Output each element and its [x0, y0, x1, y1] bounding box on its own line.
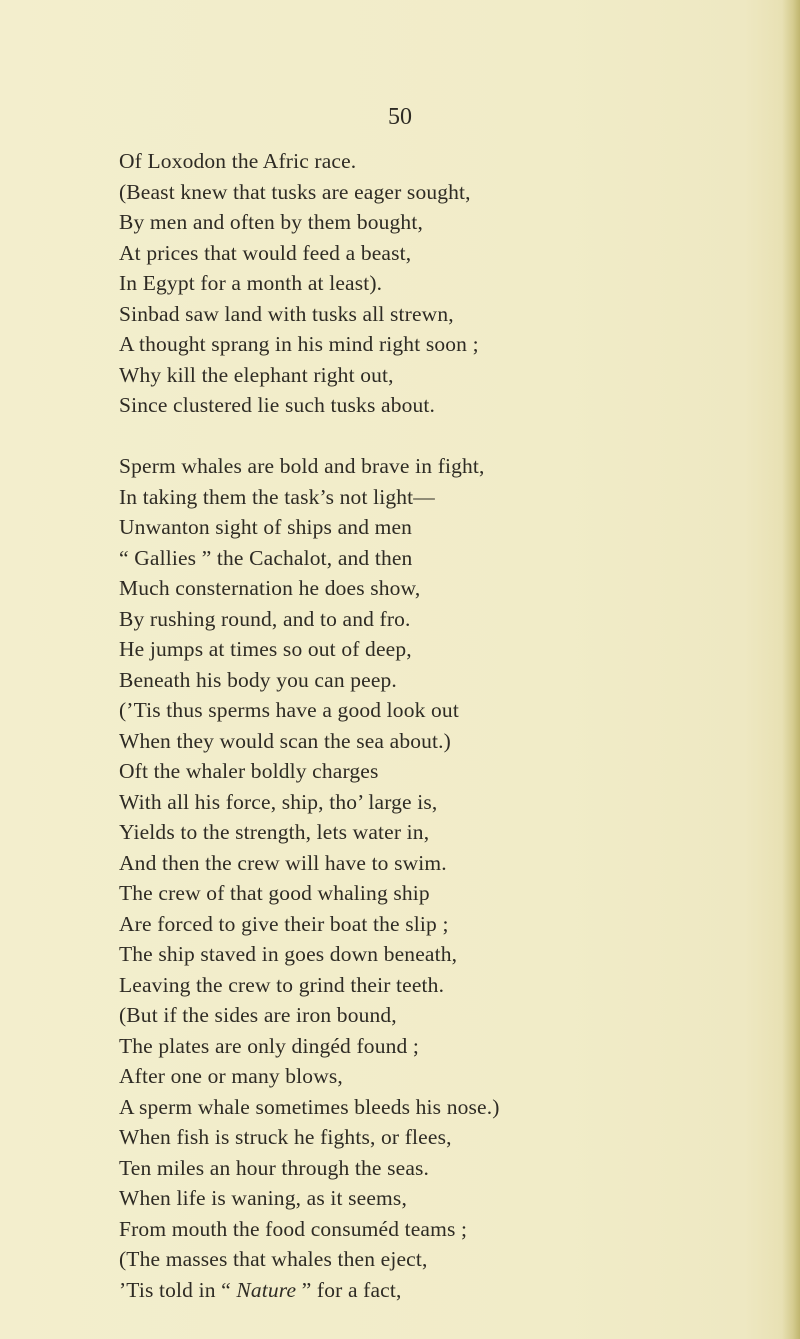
poem-line: In Egypt for a month at least).: [119, 271, 383, 295]
poem-line: When life is waning, as it seems,: [119, 1186, 407, 1210]
poem-line: With all his force, ship, tho’ large is,: [119, 789, 438, 814]
poem-line: Much consternation he does show,: [119, 576, 421, 600]
poem-line: When fish is struck he fights, or flees,: [119, 1125, 452, 1149]
poem-line: From mouth the food consuméd teams ;: [119, 1216, 468, 1241]
poem-line: The ship staved in goes down beneath,: [119, 942, 458, 966]
poem-line: (Beast knew that tusks are eager sought,: [119, 179, 471, 204]
poem-line: Oft the whaler boldly charges: [119, 759, 379, 783]
poem-line: Why kill the elephant right out,: [119, 362, 394, 387]
poem-line: The plates are only dingéd found ;: [119, 1033, 420, 1058]
poem-line: When they would scan the sea about.): [119, 728, 451, 753]
poem-line: At prices that would feed a beast,: [119, 240, 412, 265]
stanza-1: [119, 146, 739, 421]
poem-line: In taking them the task’s not light—: [119, 484, 435, 509]
poem-line: Sinbad saw land with tusks all strewn,: [119, 301, 454, 326]
poem-line: By rushing round, and to and fro.: [119, 606, 411, 631]
poem: [119, 146, 739, 1305]
stanza-2: [119, 451, 739, 1305]
poem-line: Leaving the crew to grind their teeth.: [119, 972, 445, 997]
line-text-before: ’Tis told in “: [119, 1277, 237, 1302]
italic-title-nature: Nature: [236, 1277, 297, 1302]
poem-line: Sperm whales are bold and brave in fight,: [119, 454, 485, 478]
poem-line: A thought sprang in his mind right soon ;: [119, 332, 479, 356]
poem-line: Are forced to give their boat the slip ;: [119, 911, 449, 936]
poem-line: He jumps at times so out of deep,: [119, 637, 412, 661]
poem-line: Of Loxodon the Afric race.: [119, 149, 357, 173]
poem-line: Ten miles an hour through the seas.: [119, 1155, 430, 1180]
page-number: 50: [388, 104, 412, 130]
poem-line: (But if the sides are iron bound,: [119, 1003, 397, 1027]
poem-line: Since clustered lie such tusks about.: [119, 393, 436, 417]
poem-line: By men and often by them bought,: [119, 210, 423, 234]
line-text-after: ” for a fact,: [296, 1277, 402, 1302]
page-edge-shadow: [782, 0, 800, 1339]
poem-line: Unwanton sight of ships and men: [119, 515, 413, 539]
poem-line: The crew of that good whaling ship: [119, 881, 430, 905]
poem-line: A sperm whale sometimes bleeds his nose.): [119, 1094, 500, 1119]
poem-line: (’Tis thus sperms have a good look out: [119, 698, 459, 722]
poem-line: “ Gallies ” the Cachalot, and then: [119, 545, 413, 570]
poem-line-last: [119, 1275, 739, 1306]
poem-line: Beneath his body you can peep.: [119, 667, 397, 692]
poem-line: Yields to the strength, lets water in,: [119, 820, 430, 844]
poem-line: And then the crew will have to swim.: [119, 850, 447, 875]
poem-line: (The masses that whales then eject,: [119, 1247, 428, 1271]
poem-line: After one or many blows,: [119, 1064, 343, 1088]
